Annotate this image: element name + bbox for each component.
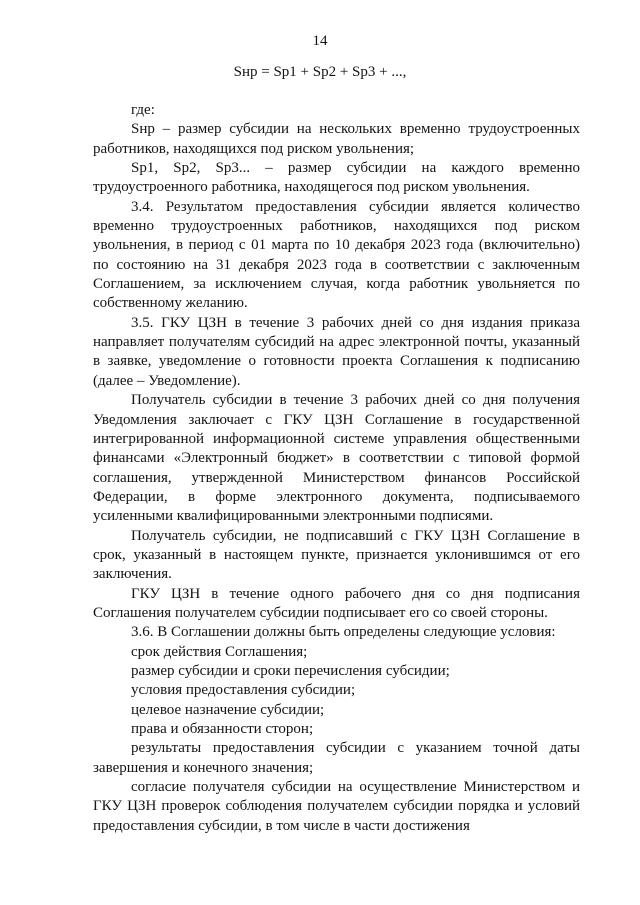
condition-results: результаты предоставления субсидии с указанием точной даты завершения и конечного значения; <box>93 740 580 776</box>
paragraph-evasion: Получатель субсидии, не подписавший с ГКУ ЦЗН Соглашение в срок, указанный в настоящем пункте, признается уклонившимся от его заключения. <box>93 527 580 583</box>
condition-consent: согласие получателя субсидии на осуществление Министерством и ГКУ ЦЗН проверок соблюдения получателем субсидии порядка и условий предоставления субсидии, в том числе в части достижения <box>93 779 580 834</box>
condition-term: срок действия Соглашения; <box>131 643 308 660</box>
paragraph-sp-definition: Sp1, Sp2, Sp3... – размер субсидии на каждого временно трудоустроенного работника, находящегося под риском увольнения. <box>93 160 580 196</box>
paragraph-3-5: 3.5. ГКУ ЦЗН в течение 3 рабочих дней со дня издания приказа направляет получателям субсидий на адрес электронной почты, указанный в заявке, уведомление о готовности проекта Соглашения к подписанию (далее – Уведомление). <box>93 314 580 389</box>
paragraph-snr-definition: Sнр – размер субсидии на нескольких временно трудоустроенных работников, находящихся под риском увольнения; <box>93 121 580 157</box>
paragraph-gku-signing: ГКУ ЦЗН в течение одного рабочего дня со дня подписания Соглашения получателем субсидии подписывает его со своей стороны. <box>93 585 580 621</box>
condition-purpose: целевое назначение субсидии; <box>131 701 325 718</box>
paragraph-where: где: <box>131 102 155 118</box>
paragraph-agreement-signing: Получатель субсидии в течение 3 рабочих дней со дня получения Уведомления заключает с ГКУ ЦЗН Соглашение в государственной интегрированной информационной системе управления общественными финансами «Электронный бюджет» в соответствии с типовой формой соглашения, утвержденной Министерством финансов Российской Федерации, в форме электронного документа, подписываемого усиленными квалифицированными электронными подписями. <box>93 392 580 525</box>
condition-amount: размер субсидии и сроки перечисления субсидии; <box>131 662 450 679</box>
document-body <box>93 101 580 836</box>
page-number: 14 <box>312 33 328 49</box>
paragraph-3-6: 3.6. В Соглашении должны быть определены следующие условия: <box>131 624 556 641</box>
subsidy-formula: Sнр = Sp1 + Sp2 + Sp3 + ..., <box>233 64 407 80</box>
paragraph-3-4: 3.4. Результатом предоставления субсидии является количество временно трудоустроенных работников, находящихся под риском увольнения, в период с 01 марта по 10 декабря 2023 года (включительно) по состоянию на 31 декабря 2023 года в соответствии с заключенным Соглашением, за исключением случая, когда работник увольняется по собственному желанию. <box>93 198 580 312</box>
condition-terms: условия предоставления субсидии; <box>131 682 356 699</box>
condition-rights: права и обязанности сторон; <box>131 721 314 737</box>
